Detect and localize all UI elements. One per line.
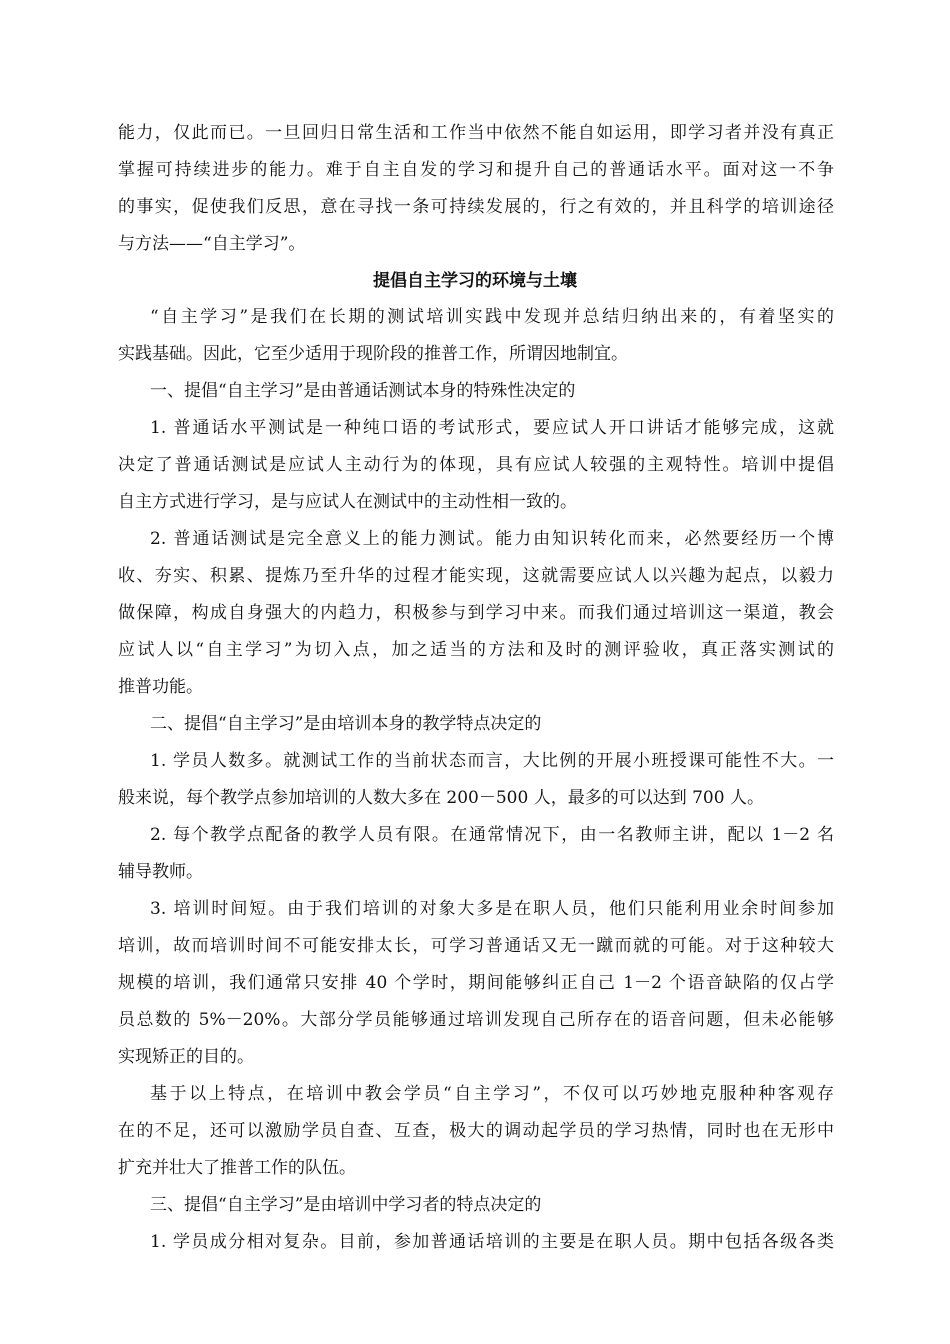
body-line: 2. 每个教学点配备的教学人员有限。在通常情况下，由一名教师主讲，配以 1－2 名 bbox=[150, 825, 834, 845]
body-line: 在的不足，还可以激励学员自查、互查，极大的调动起学员的学习热情，同时也在无形中 bbox=[118, 1121, 834, 1141]
subsection-heading: 一、提倡“自主学习”是由普通话测试本身的特殊性决定的 bbox=[150, 381, 576, 401]
body-line: 做保障，构成自身强大的内趋力，积极参与到学习中来。而我们通过培训这一渠道，教会 bbox=[118, 603, 834, 623]
body-line: 1. 学员成分相对复杂。目前，参加普通话培训的主要是在职人员。期中包括各级各类 bbox=[150, 1232, 834, 1252]
body-line: 2. 普通话测试是完全意义上的能力测试。能力由知识转化而来，必然要经历一个博 bbox=[150, 529, 834, 549]
body-line: 实践基础。因此，它至少适用于现阶段的推普工作，所谓因地制宜。 bbox=[118, 344, 628, 364]
body-line: 扩充并壮大了推普工作的队伍。 bbox=[118, 1158, 356, 1178]
body-line: 般来说，每个教学点参加培训的人数大多在 200－500 人，最多的可以达到 700 人。 bbox=[118, 788, 764, 808]
body-line: 基于以上特点，在培训中教会学员“自主学习”，不仅可以巧妙地克服种种客观存 bbox=[150, 1084, 834, 1104]
body-line: 掌握可持续进步的能力。难于自主自发的学习和提升自己的普通话水平。面对这一不争 bbox=[118, 160, 834, 180]
body-line: 的事实，促使我们反思，意在寻找一条可持续发展的，行之有效的，并且科学的培训途径 bbox=[118, 197, 834, 217]
body-line: 自主方式进行学习，是与应试人在测试中的主动性相一致的。 bbox=[118, 492, 577, 512]
body-line: 与方法——“自主学习”。 bbox=[118, 234, 306, 254]
body-line: 3. 培训时间短。由于我们培训的对象大多是在职人员，他们只能利用业余时间参加 bbox=[150, 899, 834, 919]
body-line: 能力，仅此而已。一旦回归日常生活和工作当中依然不能自如运用，即学习者并没有真正 bbox=[118, 123, 834, 143]
subsection-heading: 三、提倡“自主学习”是由培训中学习者的特点决定的 bbox=[150, 1195, 542, 1215]
body-line: “自主学习”是我们在长期的测试培训实践中发现并总结归纳出来的，有着坚实的 bbox=[150, 307, 834, 327]
body-line: 1. 普通话水平测试是一种纯口语的考试形式，要应试人开口讲话才能够完成，这就 bbox=[150, 418, 834, 438]
body-line: 员总数的 5%－20%。大部分学员能够通过培训发现自己所存在的语音问题，但未必能够 bbox=[118, 1010, 834, 1030]
body-line: 规模的培训，我们通常只安排 40 个学时，期间能够纠正自己 1－2 个语音缺陷的仅占学 bbox=[118, 973, 834, 993]
subsection-heading: 二、提倡“自主学习”是由培训本身的教学特点决定的 bbox=[150, 714, 542, 734]
body-line: 收、夯实、积累、提炼乃至升华的过程才能实现，这就需要应试人以兴趣为起点，以毅力 bbox=[118, 566, 834, 586]
section-heading: 提倡自主学习的环境与土壤 bbox=[373, 271, 577, 291]
body-line: 推普功能。 bbox=[118, 677, 203, 697]
body-line: 实现矫正的目的。 bbox=[118, 1047, 254, 1067]
body-line: 培训，故而培训时间不可能安排太长，可学习普通话又无一蹴而就的可能。对于这种较大 bbox=[118, 936, 834, 956]
body-line: 1. 学员人数多。就测试工作的当前状态而言，大比例的开展小班授课可能性不大。一 bbox=[150, 751, 834, 771]
body-line: 决定了普通话测试是应试人主动行为的体现，具有应试人较强的主观特性。培训中提倡 bbox=[118, 455, 834, 475]
body-line: 应试人以“自主学习”为切入点，加之适当的方法和及时的测评验收，真正落实测试的 bbox=[118, 640, 834, 660]
body-line: 辅导教师。 bbox=[118, 862, 203, 882]
